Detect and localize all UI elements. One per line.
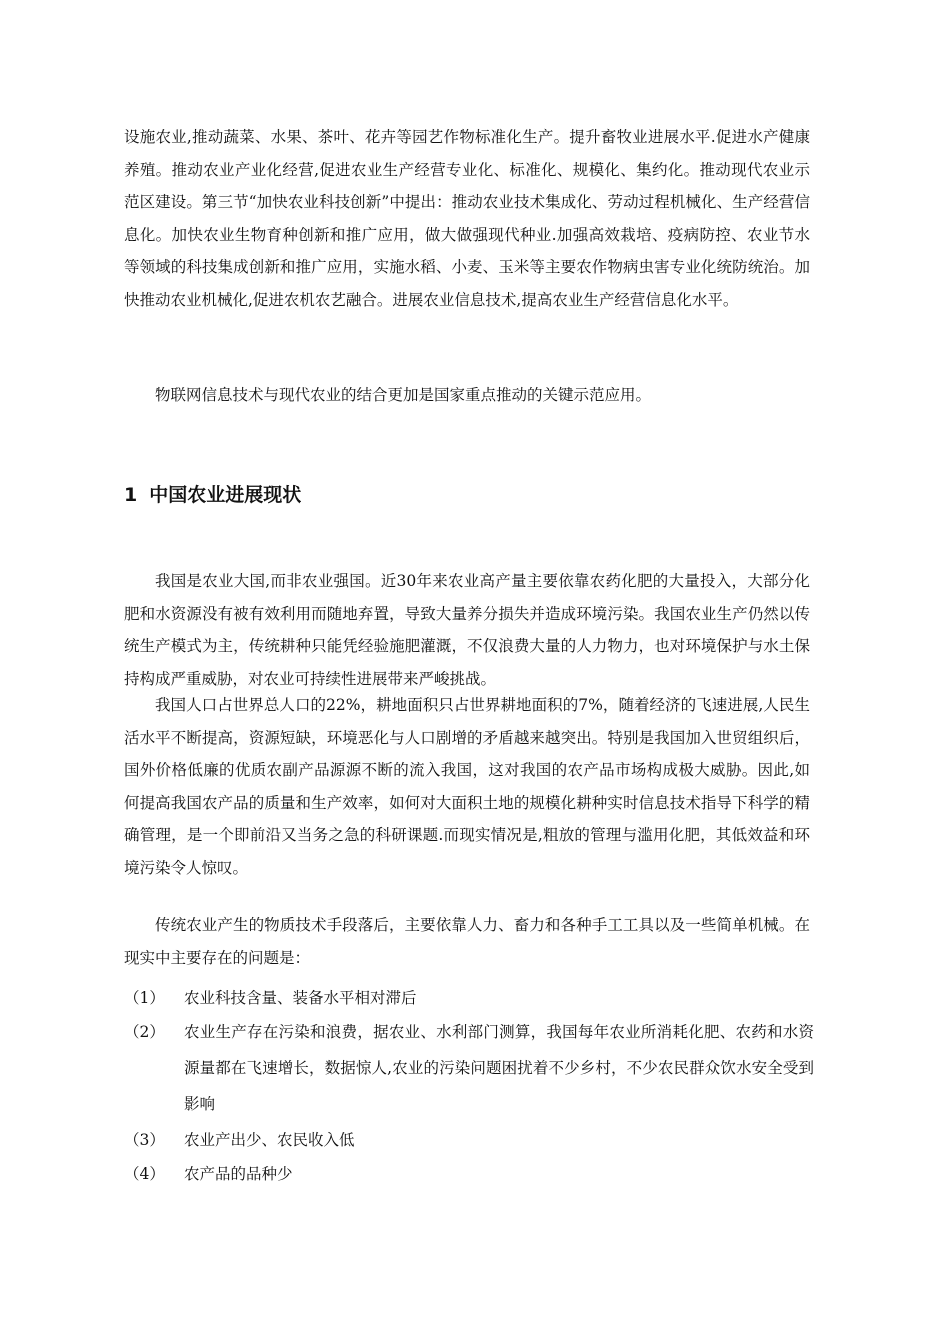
body-paragraph-2: 我国人口占世界总人口的22%，耕地面积只占世界耕地面积的7%，随着经济的飞速进展,人民生活水平不断提高，资源短缺，环境恶化与人口剧增的矛盾越来越突出。特别是我国加入世贸组织后，国外价格低廉的优质农副产品源源不断的流入我国，这对我国的农产品市场构成极大威胁。因此,如何提高我国农产品的质量和生产效率，如何对大面积土地的规模化耕种实时信息技术指导下科学的精确管理，是一个即前沿又当务之急的科研课题.而现实情况是,粗放的管理与滥用化肥，其低效益和环境污染令人惊叹。 — [124, 696, 810, 877]
body-paragraph-1: 我国是农业大国,而非农业强国。近30年来农业高产量主要依靠农药化肥的大量投入，大部分化肥和水资源没有被有效利用而随地弃置，导致大量养分损失并造成环境污染。我国农业生产仍然以传统生产模式为主，传统耕种只能凭经验施肥灌溉，不仅浪费大量的人力物力，也对环境保护与水土保持构成严重威胁，对农业可持续性进展带来严峻挑战。 — [124, 572, 810, 688]
list-item-text: 农业科技含量、装备水平相对滞后 — [184, 989, 417, 1007]
list-item-text: 农业生产存在污染和浪费，据农业、水利部门测算，我国每年农业所消耗化肥、农药和水资源量都在飞速增长，数据惊人,农业的污染问题困扰着不少乡村，不少农民群众饮水安全受到影响 — [184, 1023, 814, 1113]
list-item — [124, 1122, 814, 1158]
list-item — [124, 980, 814, 1016]
section-number: 1 — [124, 484, 138, 506]
list-item — [124, 1014, 814, 1122]
list-item-text: 农业产出少、农民收入低 — [184, 1131, 355, 1149]
intro-paragraph: 设施农业,推动蔬菜、水果、茶叶、花卉等园艺作物标准化生产。提升畜牧业进展水平.促进水产健康养殖。推动农业产业化经营,促进农业生产经营专业化、标准化、规模化、集约化。推动现代农业示范区建设。第三节“加快农业科技创新”中提出：推动农业技术集成化、劳动过程机械化、生产经营信息化。加快农业生物育种创新和推广应用，做大做强现代种业.加强高效栽培、疫病防控、农业节水等领域的科技集成创新和推广应用，实施水稻、小麦、玉米等主要农作物病虫害专业化统防统治。加快推动农业机械化,促进农机农艺融合。进展农业信息技术,提高农业生产经营信息化水平。 — [124, 128, 810, 309]
list-marker: （1） — [124, 989, 165, 1007]
list-marker: （4） — [124, 1165, 165, 1183]
intro-summary-paragraph: 物联网信息技术与现代农业的结合更加是国家重点推动的关键示范应用。 — [155, 386, 652, 404]
section-heading — [124, 482, 301, 508]
list-item-text: 农产品的品种少 — [184, 1165, 293, 1183]
body-paragraph-3: 传统农业产生的物质技术手段落后，主要依靠人力、畜力和各种手工工具以及一些简单机械。在现实中主要存在的问题是： — [124, 916, 810, 967]
list-item — [124, 1156, 814, 1192]
section-title: 中国农业进展现状 — [149, 484, 302, 506]
list-marker: （3） — [124, 1131, 165, 1149]
list-marker: （2） — [124, 1023, 165, 1041]
